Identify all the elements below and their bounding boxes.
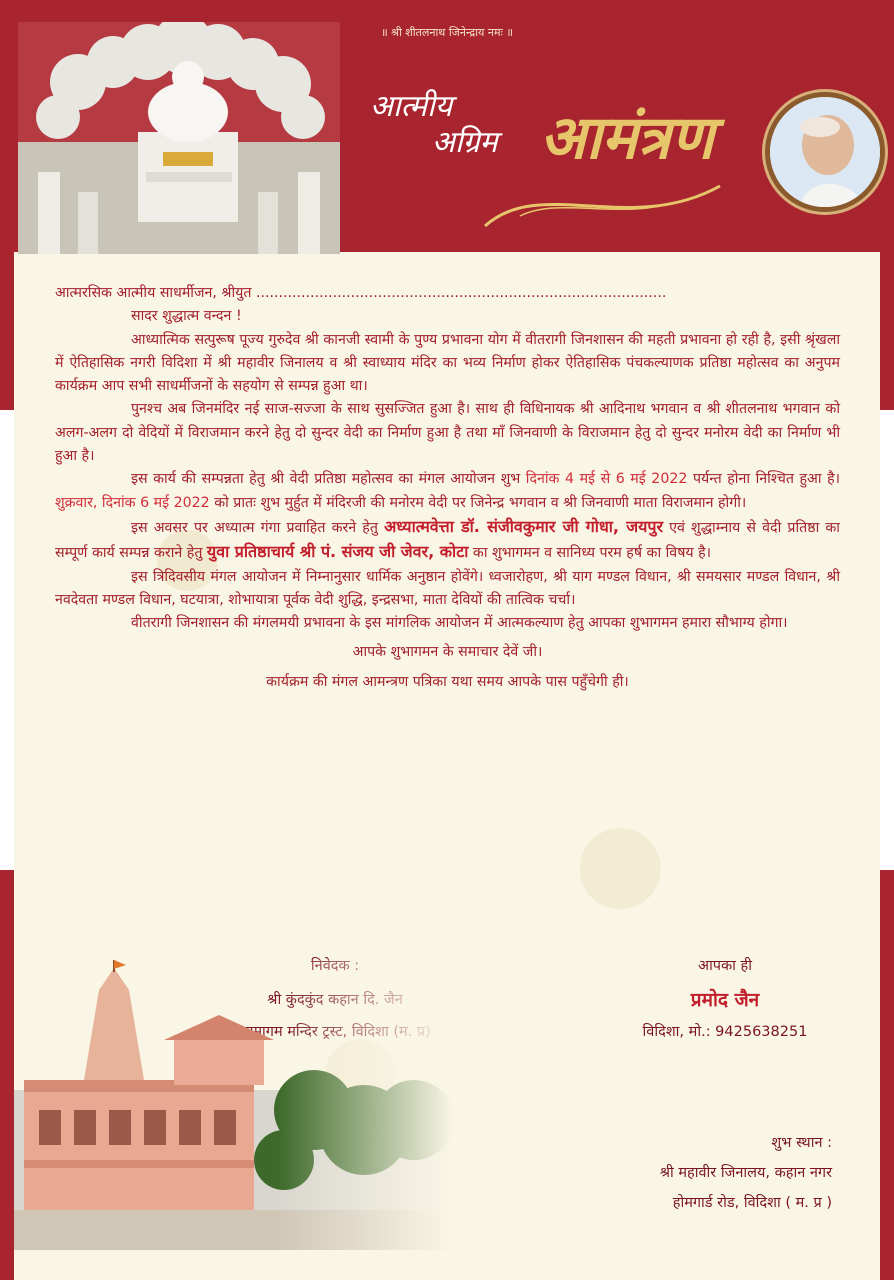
signatory-name: प्रमोद जैन bbox=[690, 989, 760, 1011]
paragraph-1: आध्यात्मिक सत्पुरूष पूज्य गुरुदेव श्री कानजी स्वामी के पुण्य प्रभावना योग में वीतरागी जिनशासन की महती प्रभावना हो रही है, इसी श्रृंखला में ऐतिहासिक नगरी विदिशा में श्री महावीर जिनालय व श्री स्वाध्याय मंदिर का भव्य निर्माण होकर ऐतिहासिक पंचकल्याणक प्रतिष्ठा महोत्सव का अनुपम कार्यक्रम आप सभी साधर्मीजनों के सहयोग से सम्पन्न हुआ था। bbox=[55, 331, 840, 395]
title-line-2: अग्रिम bbox=[432, 125, 498, 160]
p3-text-a: इस कार्य की सम्पन्नता हेतु श्री वेदी प्रतिष्ठा महोत्सव का मंगल आयोजन शुभ bbox=[131, 471, 526, 488]
paragraph-6: वीतरागी जिनशासन की मंगलमयी प्रभावना के इस मांगलिक आयोजन में आत्मकल्याण हेतु आपका शुभागमन हमारा सौभाग्य होगा। bbox=[131, 615, 788, 632]
pratishthacharya-name: युवा प्रतिष्ठाचार्य श्री पं. संजय जी जेवर, कोटा bbox=[206, 542, 469, 562]
event-dates: दिनांक 4 मई से 6 मई 2022 bbox=[525, 471, 688, 488]
scholar-name: अध्यात्मवेत्ता डॉ. संजीवकुमार जी गोधा, जयपुर bbox=[384, 516, 664, 536]
signatory-right-label: आपका ही bbox=[697, 958, 752, 974]
paragraph-2: पुनश्च अब जिनमंदिर नई साज-सज्जा के साथ सुसज्जित हुआ है। साथ ही विधिनायक श्री आदिनाथ भगवान व श्री शीतलनाथ भगवान को अलग-अलग दो वेदियों में विराजमान करने हेतु दो सुन्दर वेदी का निर्माण हुआ है तथा माँ जिनवाणी के विराजमान हेतु दो सुन्दर मनोरम वेदी का निर्माण भी हुआ है। bbox=[55, 401, 840, 465]
p4-text-c: का शुभागमन व सानिध्य परम हर्ष का विषय है। bbox=[468, 545, 712, 562]
paragraph-3 bbox=[55, 468, 840, 515]
p4-text-a: इस अवसर पर अध्यात्म गंगा प्रवाहित करने हेतु bbox=[131, 519, 385, 536]
letter-body bbox=[55, 282, 840, 694]
title-line-1: आत्मीय bbox=[370, 89, 453, 124]
title-swash-ornament bbox=[480, 166, 730, 236]
p4-text-b: एवं शुद्धाम्नाय से वेदी प्रतिष्ठा का सम्पूर्ण कार्य सम्पन्न कराने हेतु bbox=[55, 519, 840, 562]
guru-portrait-image bbox=[765, 92, 885, 212]
signatory-right bbox=[610, 952, 840, 1046]
p3-text-c: को प्रातः शुभ मुर्हुत में मंदिरजी की मनोरम वेदी पर जिनेन्द्र भगवान व श्री जिनवाणी माता विराजमान होगी। bbox=[209, 494, 747, 511]
paragraph-4 bbox=[55, 515, 840, 566]
venue-label: शुभ स्थान : bbox=[771, 1135, 832, 1151]
title-main: आमंत्रण bbox=[540, 103, 714, 173]
venue-line1: श्री महावीर जिनालय, कहान नगर bbox=[659, 1165, 832, 1181]
closing-line-1: आपके शुभागमन के समाचार देवें जी। bbox=[352, 644, 543, 661]
greeting: सादर शुद्धात्म वन्दन ! bbox=[131, 308, 242, 325]
paragraph-5: इस त्रिदिवसीय मंगल आयोजन में निम्नानुसार धार्मिक अनुष्ठान होवेंगे। ध्वजारोहण, श्री याग मण्डल विधान, श्री समयसार मण्डल विधान, श्री नवदेवता मण्डल विधान, घटयात्रा, शोभायात्रा पूर्वक वेदी शुद्धि, इन्द्रसभा, माता देवियों की तात्विक चर्चा। bbox=[55, 568, 840, 608]
venue-line2: होमगार्ड रोड, विदिशा ( म. प्र ) bbox=[672, 1195, 832, 1211]
idol-shrine-image bbox=[18, 22, 340, 254]
venue-block bbox=[520, 1128, 832, 1218]
closing-line-2: कार्यक्रम की मंगल आमन्त्रण पत्रिका यथा समय आपके पास पहुँचेगी ही। bbox=[266, 673, 629, 690]
salutation: आत्मरसिक आत्मीय साधर्मीजन, श्रीयुत ........................................................................................... bbox=[55, 285, 667, 301]
signatory-contact: विदिशा, मो.: 9425638251 bbox=[642, 1024, 808, 1040]
temple-building-image bbox=[14, 960, 454, 1250]
p3-text-b: पर्यन्त होना निश्चित हुआ है। bbox=[687, 471, 840, 488]
title-block bbox=[360, 70, 740, 240]
main-event-date: शुक्रवार, दिनांक 6 मई 2022 bbox=[55, 494, 210, 511]
mantra-text: ॥ श्री शीतलनाथ जिनेन्द्राय नमः ॥ bbox=[381, 26, 513, 39]
